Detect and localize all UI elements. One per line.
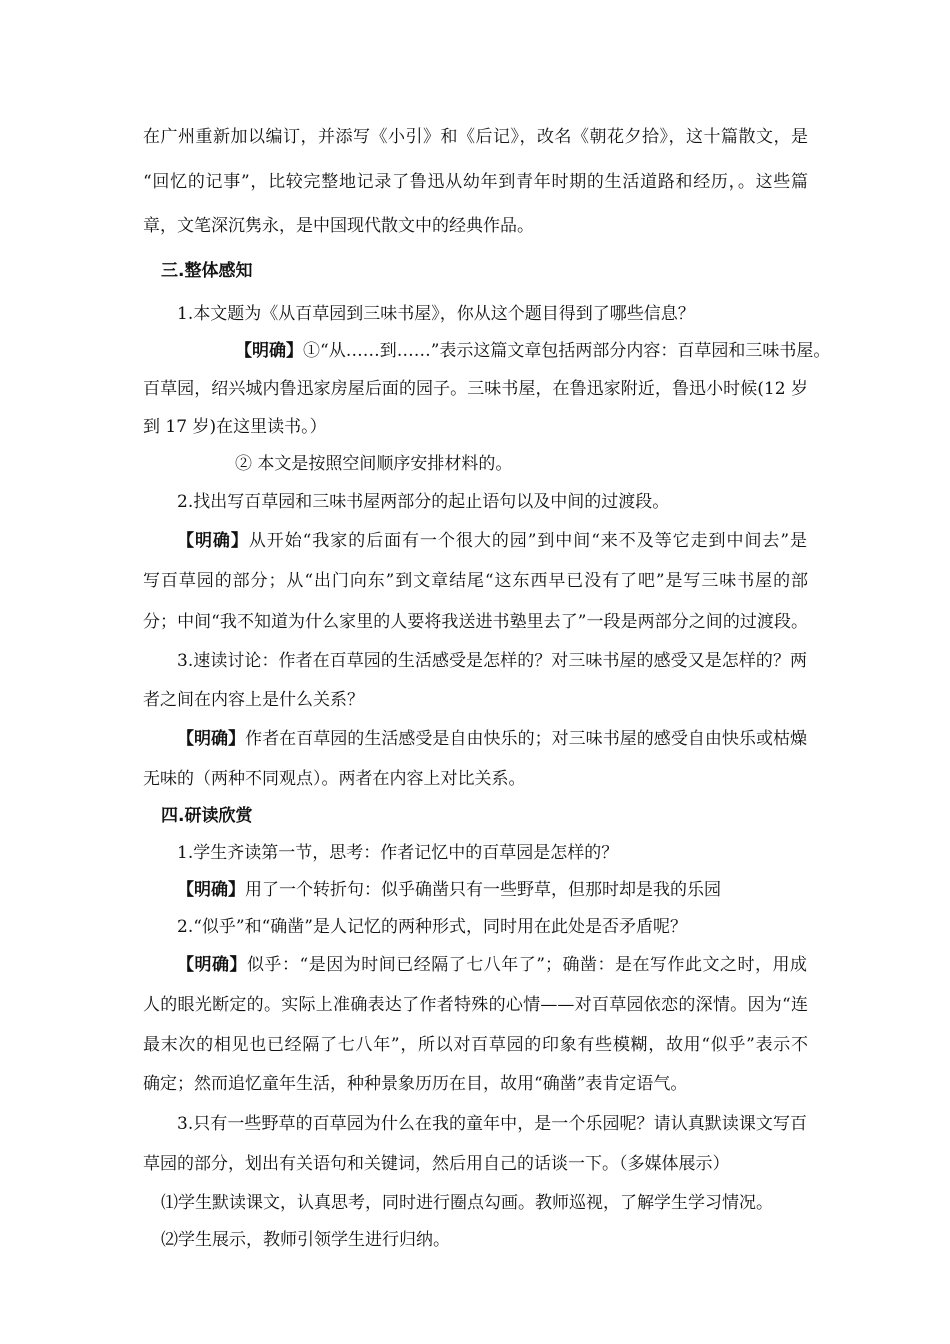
question: 1.学生齐读第一节，思考：作者记忆中的百草园是怎样的？ xyxy=(177,843,619,863)
question: 1.本文题为《从百草园到三味书屋》，你从这个题目得到了哪些信息？ xyxy=(177,304,695,324)
step-item: ⑴学生默读课文，认真思考，同时进行圈点勾画。教师巡视，了解学生学习情况。 xyxy=(161,1193,773,1213)
step-item: ⑵学生展示，教师引领学生进行归纳。 xyxy=(161,1230,450,1250)
text-line: 草园的部分，划出有关语句和关键词，然后用自己的话谈一下。（多媒体展示） xyxy=(143,1154,730,1174)
text-line: 在广州重新加以编订，并添写《小引》和《后记》，改名《朝花夕拾》，这十篇散文，是 xyxy=(143,127,808,147)
text-line: 者之间在内容上是什么关系？ xyxy=(143,690,364,710)
text-line: 确定；然而追忆童年生活，种种景象历历在目，故用“确凿”表肯定语气。 xyxy=(143,1074,688,1094)
text-line: 章，文笔深沉隽永，是中国现代散文中的经典作品。 xyxy=(143,216,534,236)
answer-line xyxy=(177,878,721,902)
text-line: “回忆的记事”，比较完整地记录了鲁迅从幼年到青年时期的生活道路和经历，。这些篇 xyxy=(143,172,808,192)
question: 2.“似乎”和“确凿”是人记忆的两种形式，同时用在此处是否矛盾呢？ xyxy=(177,917,687,937)
answer-text: ①“从……到……”表示这篇文章包括两部分内容：百草园和三味书屋。 xyxy=(303,341,831,361)
answer-label: 【明确】 xyxy=(177,531,249,551)
text-line: 分；中间“我不知道为什么家里的人要将我送进书塾里去了”一段是两部分之间的过渡段。 xyxy=(143,612,808,632)
section-heading: 四.研读欣赏 xyxy=(161,806,253,826)
answer-line xyxy=(235,339,830,363)
answer-line xyxy=(177,953,807,977)
answer-label: 【明确】 xyxy=(177,955,248,975)
answer-label: 【明确】 xyxy=(235,341,303,361)
question: 2.找出写百草园和三味书屋两部分的起止语句以及中间的过渡段。 xyxy=(177,492,670,512)
answer-text: 用了一个转折句：似乎确凿只有一些野草，但那时却是我的乐园 xyxy=(245,880,721,900)
answer-line xyxy=(177,529,807,553)
question: 3.速读讨论：作者在百草园的生活感受是怎样的？对三味书屋的感受又是怎样的？两 xyxy=(177,651,807,671)
text-line: 到 17 岁)在这里读书。） xyxy=(143,417,327,437)
question: 3.只有一些野草的百草园为什么在我的童年中，是一个乐园呢？请认真默读课文写百 xyxy=(177,1114,807,1134)
answer-text: 作者在百草园的生活感受是自由快乐的；对三味书屋的感受自由快乐或枯燥 xyxy=(245,729,808,749)
text-line: 人的眼光断定的。实际上准确表达了作者特殊的心情——对百草园依恋的深情。因为“连 xyxy=(143,995,808,1015)
text-line: 无味的（两种不同观点）。两者在内容上对比关系。 xyxy=(143,769,526,789)
answer-label: 【明确】 xyxy=(177,729,246,749)
answer-label: 【明确】 xyxy=(177,880,245,900)
text-line: ② 本文是按照空间顺序安排材料的。 xyxy=(235,454,513,474)
section-heading: 三.整体感知 xyxy=(161,261,253,281)
text-line: 百草园，绍兴城内鲁迅家房屋后面的园子。三味书屋，在鲁迅家附近，鲁迅小时候(12 岁 xyxy=(143,379,808,399)
answer-line xyxy=(177,727,807,751)
text-line: 最末次的相见也已经隔了七八年”，所以对百草园的印象有些模糊，故用“似乎”表示不 xyxy=(143,1035,808,1055)
text-line: 写百草园的部分；从“出门向东”到文章结尾“这东西早已没有了吧”是写三味书屋的部 xyxy=(143,571,808,591)
answer-text: 似乎：“是因为时间已经隔了七八年了”；确凿：是在写作此文之时，用成 xyxy=(247,955,807,975)
answer-text: 从开始“我家的后面有一个很大的园”到中间“来不及等它走到中间去”是 xyxy=(248,531,808,551)
